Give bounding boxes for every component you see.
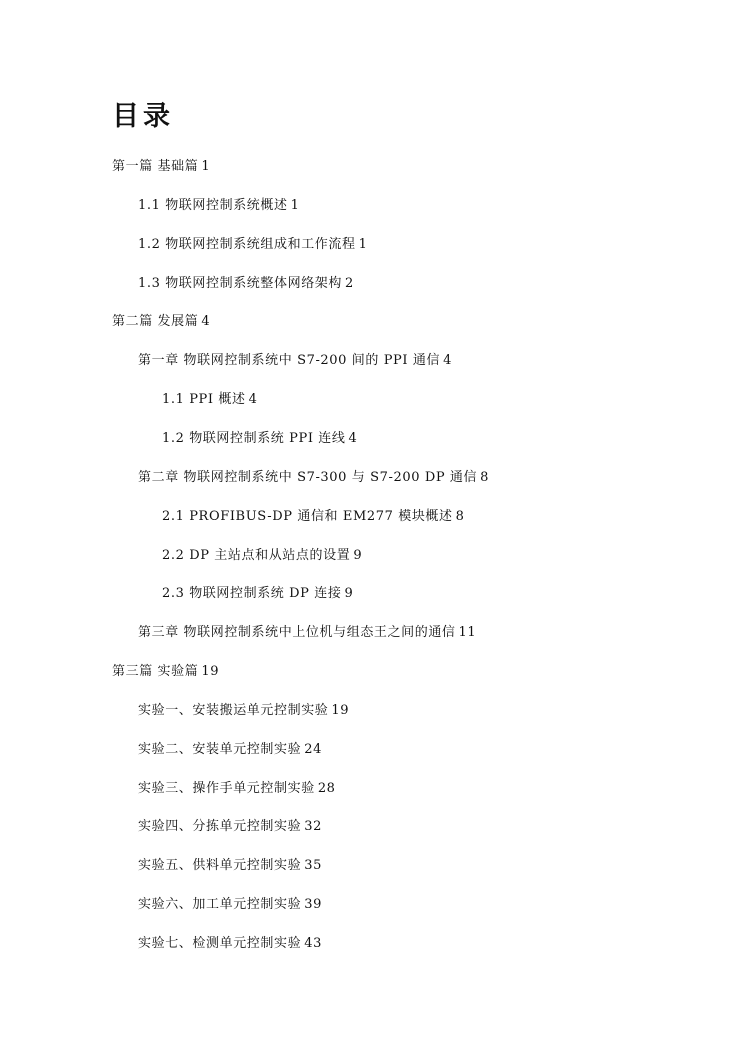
toc-entry-page-number: 1: [290, 198, 300, 213]
toc-entry-text: 实验五、供料单元控制实验: [138, 858, 302, 873]
toc-entry[interactable]: [112, 313, 210, 331]
toc-entry-text: 1.1 PPI 概述: [162, 392, 246, 407]
toc-entry[interactable]: [138, 624, 476, 642]
toc-entry-text: 第一篇 基础篇: [112, 159, 199, 174]
toc-entry[interactable]: [162, 585, 353, 603]
toc-entry[interactable]: [162, 430, 357, 448]
toc-entry-page-number: 1: [201, 159, 211, 174]
toc-entry-text: 实验四、分拣单元控制实验: [138, 819, 302, 834]
toc-entry-page-number: 2: [345, 276, 354, 291]
toc-entry-text: 2.1 PROFIBUS-DP 通信和 EM277 模块概述: [162, 509, 453, 524]
toc-entry-page-number: 1: [358, 237, 368, 252]
toc-entry-page-number: 19: [331, 703, 350, 718]
toc-entry-text: 1.2 物联网控制系统组成和工作流程: [138, 237, 356, 252]
toc-entry-page-number: 8: [455, 509, 465, 524]
toc-entry-text: 第二章 物联网控制系统中 S7-300 与 S7-200 DP 通信: [138, 470, 478, 485]
toc-title: 目录: [112, 101, 174, 132]
toc-entry-text: 第三篇 实验篇: [112, 664, 199, 679]
toc-entry[interactable]: [138, 818, 322, 836]
toc-entry-text: 实验一、安装搬运单元控制实验: [138, 703, 329, 718]
toc-entry[interactable]: [138, 197, 299, 215]
toc-entry-text: 实验六、加工单元控制实验: [138, 897, 302, 912]
toc-entry-text: 第一章 物联网控制系统中 S7-200 间的 PPI 通信: [138, 353, 441, 368]
toc-entry[interactable]: [138, 896, 322, 914]
toc-entry-page-number: 4: [348, 431, 358, 446]
toc-entry[interactable]: [138, 857, 322, 875]
toc-entry-page-number: 4: [201, 314, 211, 329]
toc-entry[interactable]: [138, 469, 489, 487]
toc-entry[interactable]: [138, 236, 367, 254]
toc-entry-text: 第二篇 发展篇: [112, 314, 199, 329]
toc-entry-text: 2.3 物联网控制系统 DP 连接: [162, 586, 342, 601]
toc-entry[interactable]: [162, 547, 362, 565]
toc-entry-page-number: 11: [458, 625, 477, 640]
toc-entry[interactable]: [138, 702, 349, 720]
toc-entry-text: 2.2 DP 主站点和从站点的设置: [162, 548, 351, 563]
toc-entry[interactable]: [112, 663, 219, 681]
toc-entry-page-number: 28: [317, 781, 336, 796]
toc-entry-text: 1.2 物联网控制系统 PPI 连线: [162, 431, 346, 446]
toc-entry-page-number: 19: [201, 664, 220, 679]
toc-entry[interactable]: [138, 935, 322, 953]
toc-entry-page-number: 43: [304, 936, 322, 951]
toc-entry-page-number: 4: [248, 392, 258, 407]
toc-entry-page-number: 8: [480, 470, 490, 485]
toc-entry[interactable]: [162, 508, 465, 526]
toc-entry[interactable]: [162, 391, 257, 409]
toc-entry-page-number: 24: [304, 742, 322, 757]
toc-entry-page-number: 9: [353, 548, 363, 563]
toc-entry-text: 1.1 物联网控制系统概述: [138, 198, 288, 213]
toc-entry[interactable]: [138, 352, 452, 370]
toc-entry-page-number: 9: [344, 586, 354, 601]
toc-entry-text: 1.3 物联网控制系统整体网络架构: [138, 276, 343, 291]
toc-entry[interactable]: [138, 275, 354, 293]
toc-entry-page-number: 35: [304, 858, 322, 873]
toc-entry-page-number: 32: [304, 819, 322, 834]
toc-entry[interactable]: [138, 741, 322, 759]
toc-entry-page-number: 39: [304, 897, 322, 912]
toc-entry[interactable]: [138, 780, 336, 798]
toc-entry-text: 第三章 物联网控制系统中上位机与组态王之间的通信: [138, 625, 456, 640]
toc-entry-text: 实验三、操作手单元控制实验: [138, 781, 315, 796]
toc-entry[interactable]: [112, 158, 210, 176]
toc-entry-text: 实验七、检测单元控制实验: [138, 936, 302, 951]
toc-entry-page-number: 4: [443, 353, 452, 368]
toc-entry-text: 实验二、安装单元控制实验: [138, 742, 302, 757]
